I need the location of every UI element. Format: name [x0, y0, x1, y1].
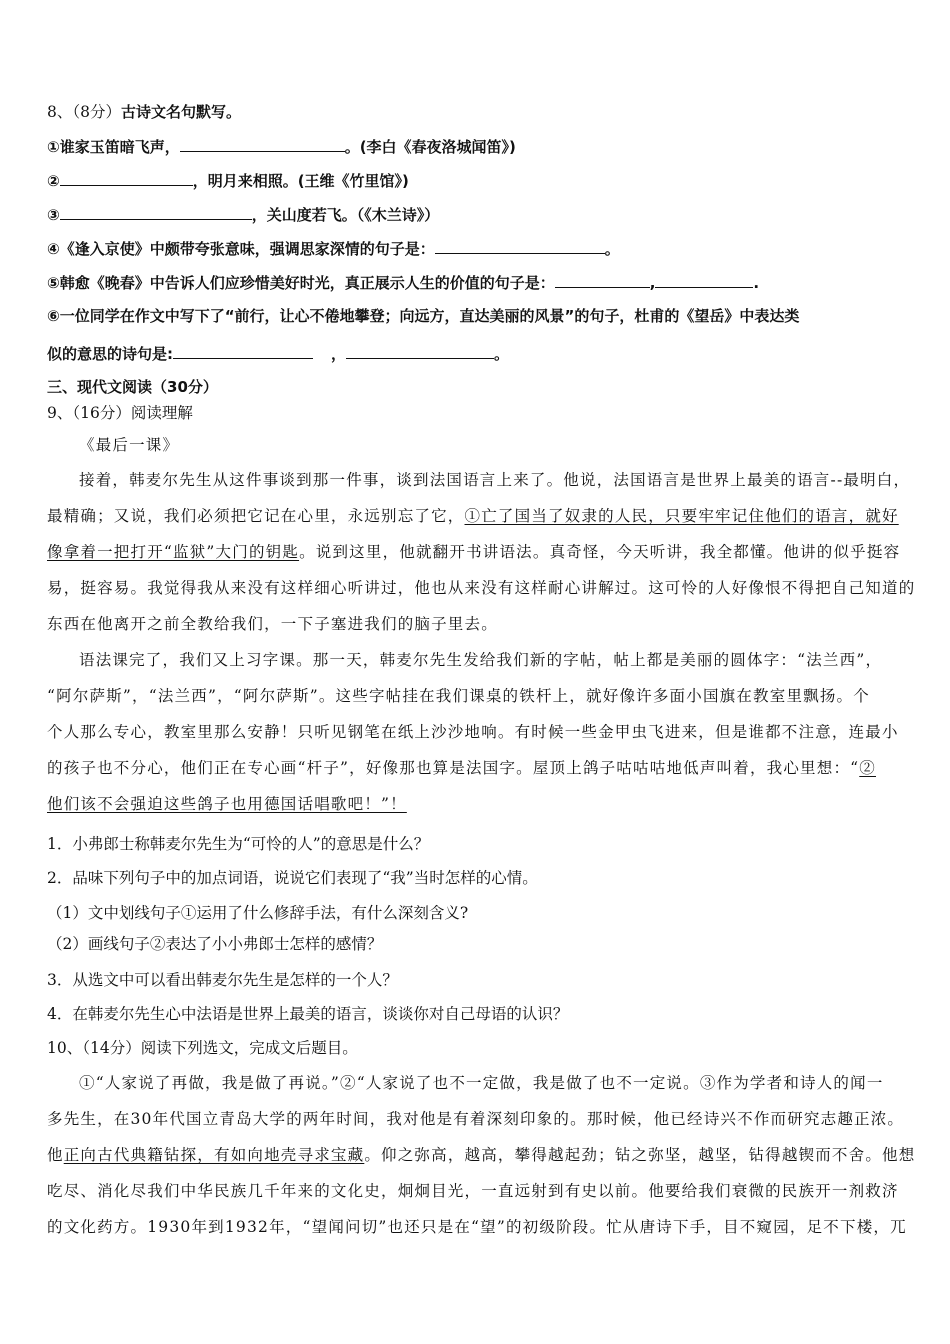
q8-item-2-text: ，明月来相照。(王维《竹里馆》) — [192, 172, 409, 190]
q8-item-2 — [47, 170, 409, 191]
q10-passage-line-5: 的文化药方。1930年到1932年，“望闻问切”也还只是在“望”的初级阶段。忙从唐诗下手，目不窥园，足不下楼，兀 — [47, 1218, 907, 1236]
q8-item-6-sep: ， — [331, 345, 347, 363]
q8-item-6-prompt: 似的意思的诗句是: — [47, 345, 173, 363]
passage-1-line-5: 东西在他离开之前全教给我们，一下子塞进我们的脑子里去。 — [47, 615, 498, 633]
q9-header: 9、（16分）阅读理解 — [47, 404, 193, 422]
passage-text: 。仰之弥高，越高，攀得越起劲；钻之弥坚，越坚，钻得越锲而不舍。他想 — [364, 1146, 916, 1164]
q9-sub-4: 4．在韩麦尔先生心中法语是世界上最美的语言，谈谈你对自己母语的认识？ — [47, 1005, 569, 1023]
passage-2-line-1: 语法课完了，我们又上习字课。那一天，韩麦尔先生发给我们新的字帖，帖上都是美丽的圆体字：“法兰西”， — [79, 651, 883, 669]
q8-item-4-end: 。 — [604, 240, 620, 258]
section-3-title: 三、现代文阅读（30分） — [47, 378, 218, 396]
q8-header — [47, 102, 241, 122]
passage-1-line-3 — [47, 542, 900, 562]
underlined-sentence-1-cont: 像拿着一把打开“监狱”大门的钥匙 — [47, 543, 300, 561]
answer-blank[interactable] — [60, 204, 252, 220]
q9-sub-2a: （1）文中划线句子①运用了什么修辞手法，有什么深刻含义? — [47, 904, 469, 922]
q8-item-5-end: . — [753, 274, 760, 292]
q8-item-6-line-2 — [47, 343, 509, 364]
q10-passage-line-2: 多先生，在30年代国立青岛大学的两年时间，我对他是有着深刻印象的。那时候，他已经诗兴不作而研究志趣正浓。 — [47, 1110, 905, 1128]
q8-item-1-text: ①谁家玉笛暗飞声， — [47, 138, 180, 156]
passage-text: 最精确；又说，我们必须把它记在心里，永远别忘了它， — [47, 507, 465, 525]
q8-item-3-num: ③ — [47, 206, 60, 224]
q8-item-4-text: ④《逢入京使》中颇带夸张意味，强调思家深情的句子是： — [47, 240, 435, 258]
passage-text: 的孩子也不分心，他们正在专心画“杆子”，好像那也算是法国字。屋顶上鸽子咕咕咕地低声叫着，我心里想：“ — [47, 759, 860, 777]
q8-item-6-end: 。 — [494, 345, 510, 363]
q9-sub-2b: （2）画线句子②表达了小小弗郎士怎样的感情？ — [47, 935, 383, 953]
q8-item-5-sep: , — [649, 274, 656, 292]
underlined-phrase: 正向古代典籍钻探，有如向地壳寻求宝藏 — [63, 1146, 365, 1164]
q10-passage-line-1: ①“人家说了再做，我是做了再说。”②“人家说了也不一定做，我是做了也不一定说。③作为学者和诗人的闻一 — [79, 1074, 884, 1092]
q8-item-1-source: 。(李白《春夜洛城闻笛》) — [344, 138, 516, 156]
passage-1-line-2 — [47, 506, 899, 526]
q8-item-4 — [47, 238, 620, 259]
passage-text: 他 — [47, 1146, 64, 1164]
answer-blank[interactable] — [180, 136, 345, 152]
q10-header: 10、（14分）阅读下列选文，完成文后题目。 — [47, 1039, 358, 1057]
q8-item-5 — [47, 272, 759, 293]
q8-item-6-text: ⑥一位同学在作文中写下了“前行，让心不倦地攀登；向远方，直达美丽的风景”的句子，杜甫的《望岳》中表达类 — [47, 307, 800, 325]
q9-sub-3: 3．从选文中可以看出韩麦尔先生是怎样的一个人？ — [47, 971, 398, 989]
q8-item-5-text: ⑤韩愈《晚春》中告诉人们应珍惜美好时光，真正展示人生的价值的句子是： — [47, 274, 555, 292]
answer-blank[interactable] — [60, 170, 193, 186]
answer-blank[interactable] — [173, 343, 313, 359]
q8-item-2-num: ② — [47, 172, 60, 190]
passage-2-line-4 — [47, 758, 876, 778]
passage-title: 《最后一课》 — [79, 436, 180, 454]
answer-blank[interactable] — [346, 343, 494, 359]
answer-blank[interactable] — [435, 238, 605, 254]
q8-title: 古诗文名句默写。 — [120, 103, 241, 121]
passage-text: 。说到这里，他就翻开书讲语法。真奇怪，今天听讲，我全都懂。他讲的似乎挺容 — [299, 543, 901, 561]
underlined-sentence-2: 他们该不会强迫这些鸽子也用德国话唱歌吧！”！ — [47, 795, 407, 813]
passage-1-line-1: 接着，韩麦尔先生从这件事谈到那一件事，谈到法国语言上来了。他说，法国语言是世界上最美的语言--最明白， — [79, 471, 911, 489]
q8-item-1 — [47, 136, 516, 157]
q8-item-3-text: ，关山度若飞。（《木兰诗》） — [251, 206, 440, 224]
answer-blank[interactable] — [655, 272, 753, 288]
answer-blank[interactable] — [555, 272, 650, 288]
passage-2-line-3: 个人那么专心，教室里那么安静！只听见钢笔在纸上沙沙地响。有时候一些金甲虫飞进来，但是谁都不注意，连最小 — [47, 723, 899, 741]
q8-item-3 — [47, 204, 439, 225]
q8-item-6-line-1 — [47, 306, 799, 326]
passage-2-line-5 — [47, 794, 407, 814]
underlined-sentence-1: ①亡了国当了奴隶的人民，只要牢牢记住他们的语言，就好 — [464, 507, 899, 525]
passage-1-line-4: 易，挺容易。我觉得我从来没有这样细心听讲过，他也从来没有这样耐心讲解过。这可怜的人好像恨不得把自己知道的 — [47, 579, 916, 597]
passage-2-line-2: “阿尔萨斯”，“法兰西”，“阿尔萨斯”。这些字帖挂在我们课桌的铁杆上，就好像许多面小国旗在教室里飘扬。个 — [47, 687, 870, 705]
q9-sub-1: 1．小弗郎士称韩麦尔先生为“可怜的人”的意思是什么？ — [47, 835, 430, 853]
q9-sub-2: 2．品味下列句子中的加点词语，说说它们表现了“我”当时怎样的心情。 — [47, 869, 538, 887]
q10-passage-line-3 — [47, 1145, 915, 1165]
q8-number: 8、（8分） — [47, 103, 121, 121]
underlined-sentence-2-marker: ② — [859, 759, 876, 777]
q10-passage-line-4: 吃尽、消化尽我们中华民族几千年来的文化史，炯炯目光，一直远射到有史以前。他要给我们衰微的民族开一剂救济 — [47, 1182, 899, 1200]
